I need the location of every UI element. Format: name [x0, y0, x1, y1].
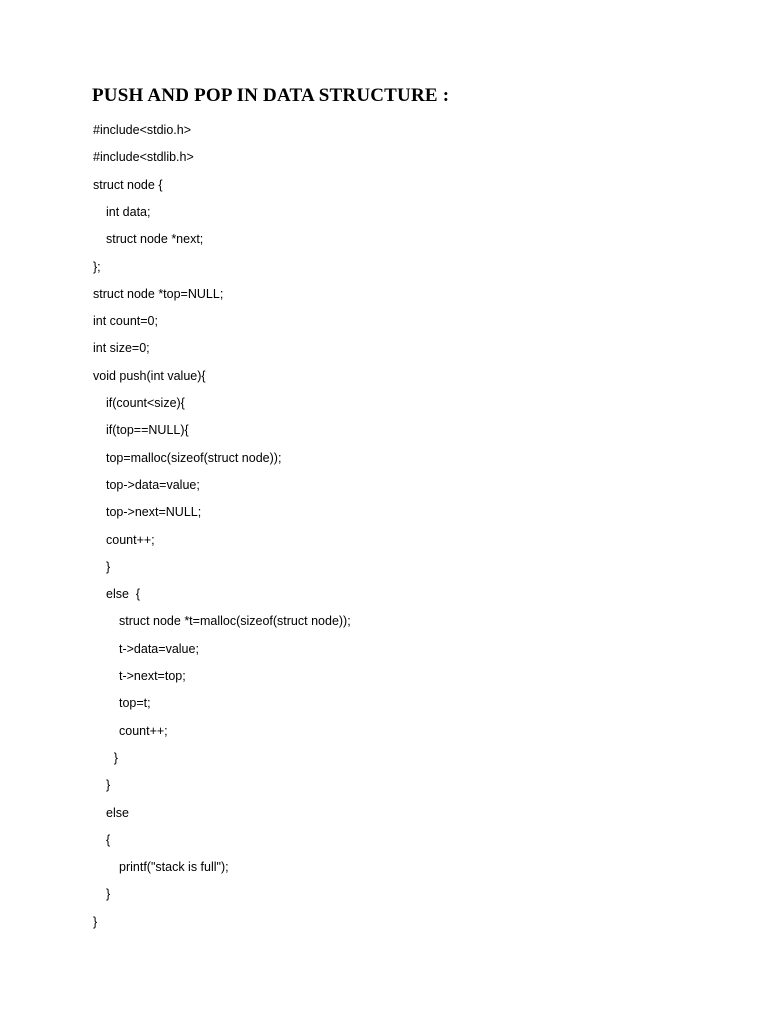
code-line: }	[106, 559, 111, 574]
code-line: }	[93, 914, 98, 929]
code-line: if(count<size){	[106, 396, 185, 410]
code-line: int size=0;	[93, 341, 150, 356]
code-line: struct node *top=NULL;	[93, 286, 224, 301]
code-line: };	[93, 259, 101, 274]
code-line: #include<stdio.h>	[93, 123, 191, 137]
code-line: #include<stdlib.h>	[93, 150, 194, 165]
code-line: struct node {	[93, 177, 163, 192]
code-line: void push(int value){	[93, 368, 206, 383]
code-line: if(top==NULL){	[106, 423, 189, 438]
code-line: }	[106, 887, 111, 902]
code-line: top->data=value;	[106, 477, 200, 492]
code-line: t->next=top;	[119, 669, 186, 683]
code-line: struct node *next;	[106, 232, 204, 247]
code-line: struct node *t=malloc(sizeof(struct node));	[119, 614, 351, 629]
code-line: {	[106, 832, 111, 847]
page-title: PUSH AND POP IN DATA STRUCTURE :	[92, 85, 450, 106]
code-line: top=malloc(sizeof(struct node));	[106, 450, 282, 465]
code-line: top->next=NULL;	[106, 505, 202, 520]
code-line: top=t;	[119, 696, 151, 711]
code-line: printf("stack is full");	[119, 860, 229, 875]
code-line: int count=0;	[93, 314, 158, 329]
code-line: count++;	[106, 532, 155, 547]
code-line: else {	[106, 587, 141, 602]
code-line: }	[106, 778, 111, 793]
code-line: t->data=value;	[119, 641, 199, 656]
code-line: count++;	[119, 723, 168, 738]
code-line: else	[106, 805, 129, 820]
code-line: }	[113, 750, 118, 765]
code-line: int data;	[106, 204, 151, 219]
